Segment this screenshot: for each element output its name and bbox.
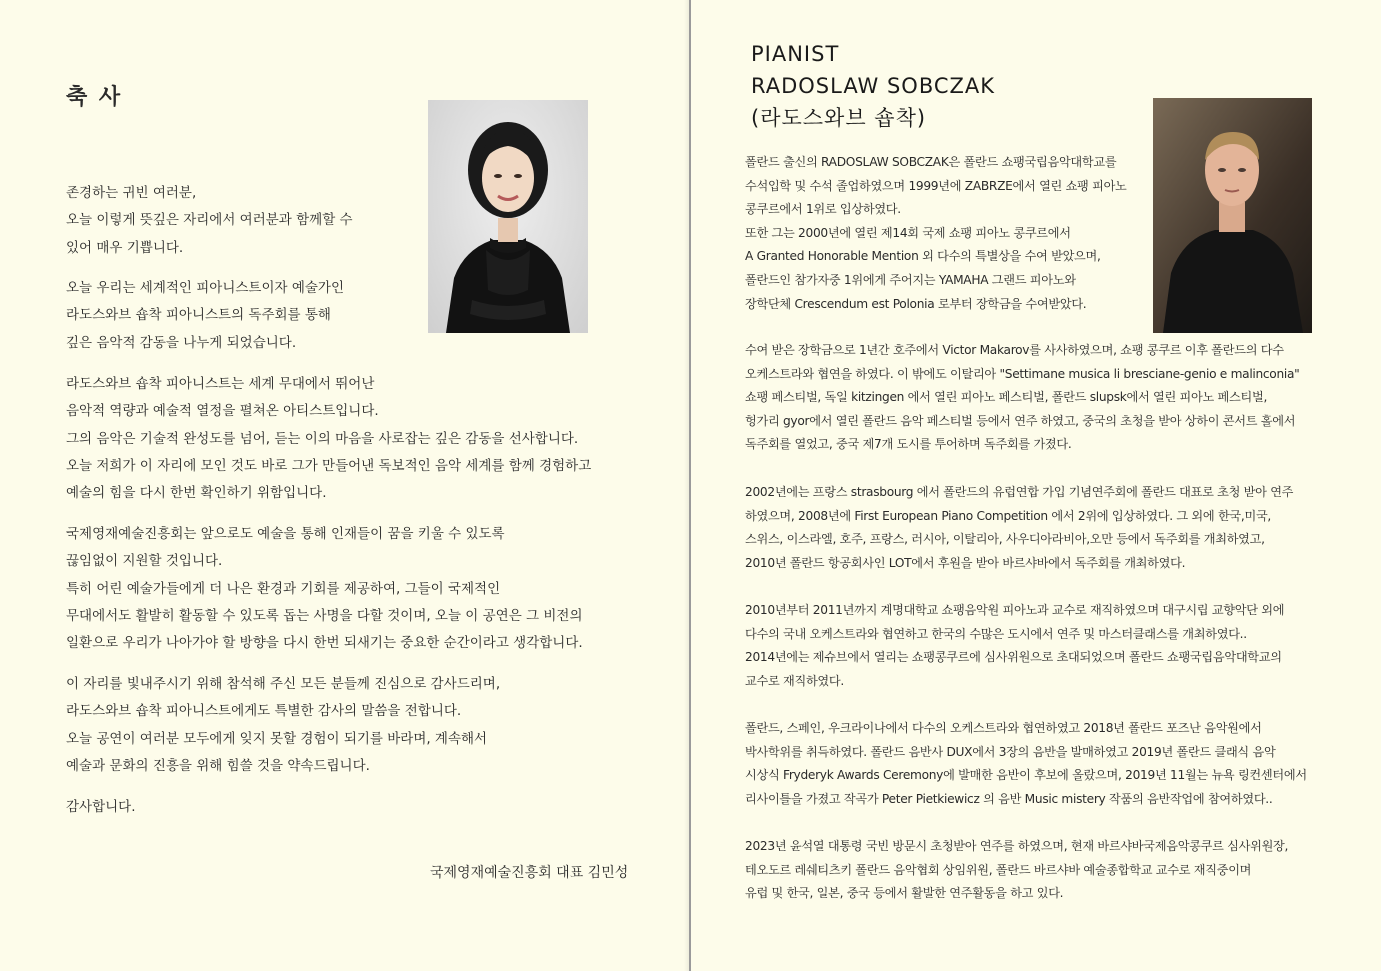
bio-paragraph-4 [745, 599, 1284, 693]
text-line: 수여 받은 장학금으로 1년간 호주에서 Victor Makarov를 사사하였으며, 쇼팽 콩쿠르 이후 폴란드의 다수 [745, 343, 1284, 357]
greeting-paragraph [66, 180, 353, 262]
text-line: 하였으며, 2008년에 First European Piano Competition 에서 2위에 입상하였다. 그 외에 한국,미국, [745, 508, 1271, 523]
text-line: 있어 매우 기쁩니다. [66, 239, 184, 256]
intro-paragraph [66, 275, 344, 357]
artist-paragraph [66, 371, 591, 507]
text-line: 오늘 이렇게 뜻깊은 자리에서 여러분과 함께할 수 [66, 212, 353, 229]
text-line: 감사합니다. [66, 799, 136, 815]
text-line: 그의 음악은 기술적 완성도를 넘어, 듣는 이의 마음을 사로잡는 깊은 감동을 선사합니다. [66, 430, 579, 447]
mission-paragraph [66, 521, 583, 657]
portrait-photo-woman [428, 100, 588, 333]
text-line: 스위스, 이스라엘, 호주, 프랑스, 러시아, 이탈리아, 사우디아라비아,오만 등에서 독주회를 개최하였고, [745, 532, 1265, 547]
text-line: 이 자리를 빛내주시기 위해 참석해 주신 모든 분들께 진심으로 감사드리며, [66, 676, 501, 692]
text-line: 2014년에는 제슈브에서 열리는 쇼팽콩쿠르에 심사위원으로 초대되었으며 폴란드 쇼팽국립음악대학교의 [745, 650, 1282, 665]
text-line: 무대에서도 활발히 활동할 수 있도록 돕는 사명을 다할 것이며, 오늘 이 공연은 그 비전의 [66, 607, 583, 624]
text-line: 독주회를 열었고, 중국 제7개 도시를 투어하며 독주회를 가졌다. [745, 437, 1072, 452]
title-line: (라도스와브 숍착) [751, 106, 927, 130]
text-line: 라도스와브 숍착 피아니스트는 세계 무대에서 뛰어난 [66, 376, 375, 392]
text-line: 테오도르 레쉐티츠키 폴란드 음악협회 상임위원, 폴란드 바르샤바 예술종합학교 교수로 재직중이며 [745, 862, 1252, 877]
text-line: 특히 어린 예술가들에게 더 나은 환경과 기회를 제공하여, 그들이 국제적인 [66, 580, 501, 597]
text-line: 또한 그는 2000년에 열린 제14회 국제 쇼팽 피아노 콩쿠르에서 [745, 225, 1071, 240]
closing-paragraph [66, 794, 136, 821]
text-line: 오케스트라와 협연을 하였다. 이 밖에도 이탈리아 "Settimane musica li bresciane-genio e malinconia" [745, 366, 1300, 381]
text-line: 장학단체 Crescendum est Polonia 로부터 장학금을 수여받았다. [745, 296, 1087, 311]
text-line: 예술의 힘을 다시 한번 확인하기 위함입니다. [66, 485, 327, 502]
text-line: 음악적 역량과 예술적 열정을 펼쳐온 아티스트입니다. [66, 403, 379, 420]
text-line: 오늘 공연이 여러분 모두에게 잊지 못할 경험이 되기를 바라며, 계속해서 [66, 730, 488, 747]
page-spine [689, 0, 691, 971]
portrait-photo-pianist [1153, 98, 1312, 333]
bio-paragraph-6 [745, 835, 1288, 906]
text-line: 깊은 음악적 감동을 나누게 되었습니다. [66, 334, 297, 351]
bio-paragraph-1 [745, 151, 1127, 316]
text-line: 시상식 Fryderyk Awards Ceremony에 발매한 음반이 후보에 올랐으며, 2019년 11월는 뉴욕 링컨센터에서 [745, 768, 1307, 783]
congratulatory-title: 축 사 [66, 85, 123, 110]
title-line: RADOSLAW SOBCZAK [751, 74, 996, 98]
text-line: 2010년 폴란드 항공회사인 LOT에서 후원을 받아 바르샤바에서 독주회를 개최하였다. [745, 555, 1186, 570]
bio-paragraph-5 [745, 717, 1307, 811]
text-line: 오늘 저희가 이 자리에 모인 것도 바로 그가 만들어낸 독보적인 음악 세계를 함께 경험하고 [66, 457, 592, 474]
text-line: 박사학위를 취득하였다. 폴란드 음반사 DUX에서 3장의 음반을 발매하였고 2019년 폴란드 클래식 음악 [745, 744, 1276, 759]
text-line: 오늘 우리는 세계적인 피아니스트이자 예술가인 [66, 280, 344, 296]
text-line: 유럽 및 한국, 일본, 중국 등에서 활발한 연주활동을 하고 있다. [745, 886, 1064, 901]
text-line: 예술과 문화의 진흥을 위해 힘쓸 것을 약속드립니다. [66, 757, 370, 774]
text-line: 국제영재예술진흥회는 앞으로도 예술을 통해 인재들이 꿈을 키울 수 있도록 [66, 526, 505, 542]
text-line: 일환으로 우리가 나아가야 할 방향을 다시 한번 되새기는 중요한 순간이라고 생각합니다. [66, 635, 583, 652]
text-line: 라도스와브 숍착 피아니스트에게도 특별한 감사의 말씀을 전합니다. [66, 703, 462, 720]
thanks-paragraph [66, 671, 500, 780]
text-line: 끊임없이 지원할 것입니다. [66, 553, 223, 570]
text-line: 라도스와브 숍착 피아니스트의 독주회를 통해 [66, 307, 331, 324]
text-line: 콩쿠르에서 1위로 입상하였다. [745, 202, 901, 217]
text-line: 폴란드 출신의 RADOSLAW SOBCZAK은 폴란드 쇼팽국립음악대학교를 [745, 155, 1117, 169]
text-line: 폴란드인 참가자중 1위에게 주어지는 YAMAHA 그랜드 피아노와 [745, 272, 1076, 287]
text-line: A Granted Honorable Mention 외 다수의 특별상을 수여 받았으며, [745, 249, 1101, 264]
bio-paragraph-3 [745, 481, 1293, 575]
title-line: PIANIST [751, 42, 840, 66]
text-line: 헝가리 gyor에서 열린 폴란드 음악 페스티벌 등에서 연주 하였고, 중국의 초청을 받아 상하이 콘서트 홀에서 [745, 413, 1296, 428]
text-line: 2002년에는 프랑스 strasbourg 에서 폴란드의 유럽연합 가입 기념연주회에 폴란드 대표로 초청 받아 연주 [745, 485, 1294, 499]
text-line: 수석입학 및 수석 졸업하였으며 1999년에 ZABRZE에서 열린 쇼팽 피아노 [745, 178, 1127, 193]
signature: 국제영재예술진흥회 대표 김민성 [430, 865, 629, 881]
text-line: 리사이틀을 가졌고 작곡가 Peter Pietkiewicz 의 음반 Music mistery 작품의 음반작업에 참여하였다.. [745, 791, 1273, 806]
text-line: 2010년부터 2011년까지 계명대학교 쇼팽음악원 피아노과 교수로 재직하였으며 대구시립 교향악단 외에 [745, 603, 1285, 617]
text-line: 쇼팽 페스티벌, 독일 kitzingen 에서 열린 피아노 페스티벌, 폴란드 slupsk에서 열린 피아노 페스티벌, [745, 390, 1268, 405]
text-line: 2023년 윤석열 대통령 국빈 방문시 초청받아 연주를 하였으며, 현재 바르샤바국제음악콩쿠르 심사위원장, [745, 839, 1289, 853]
text-line: 다수의 국내 오케스트라와 협연하고 한국의 수많은 도시에서 연주 및 마스터클래스를 개최하였다.. [745, 626, 1247, 641]
text-line: 폴란드, 스페인, 우크라이나에서 다수의 오케스트라와 협연하였고 2018년 폴란드 포즈난 음악원에서 [745, 721, 1262, 735]
text-line: 교수로 재직하였다. [745, 673, 844, 688]
pianist-title [751, 38, 995, 134]
text-line: 존경하는 귀빈 여러분, [66, 185, 197, 201]
bio-paragraph-2 [745, 339, 1299, 457]
